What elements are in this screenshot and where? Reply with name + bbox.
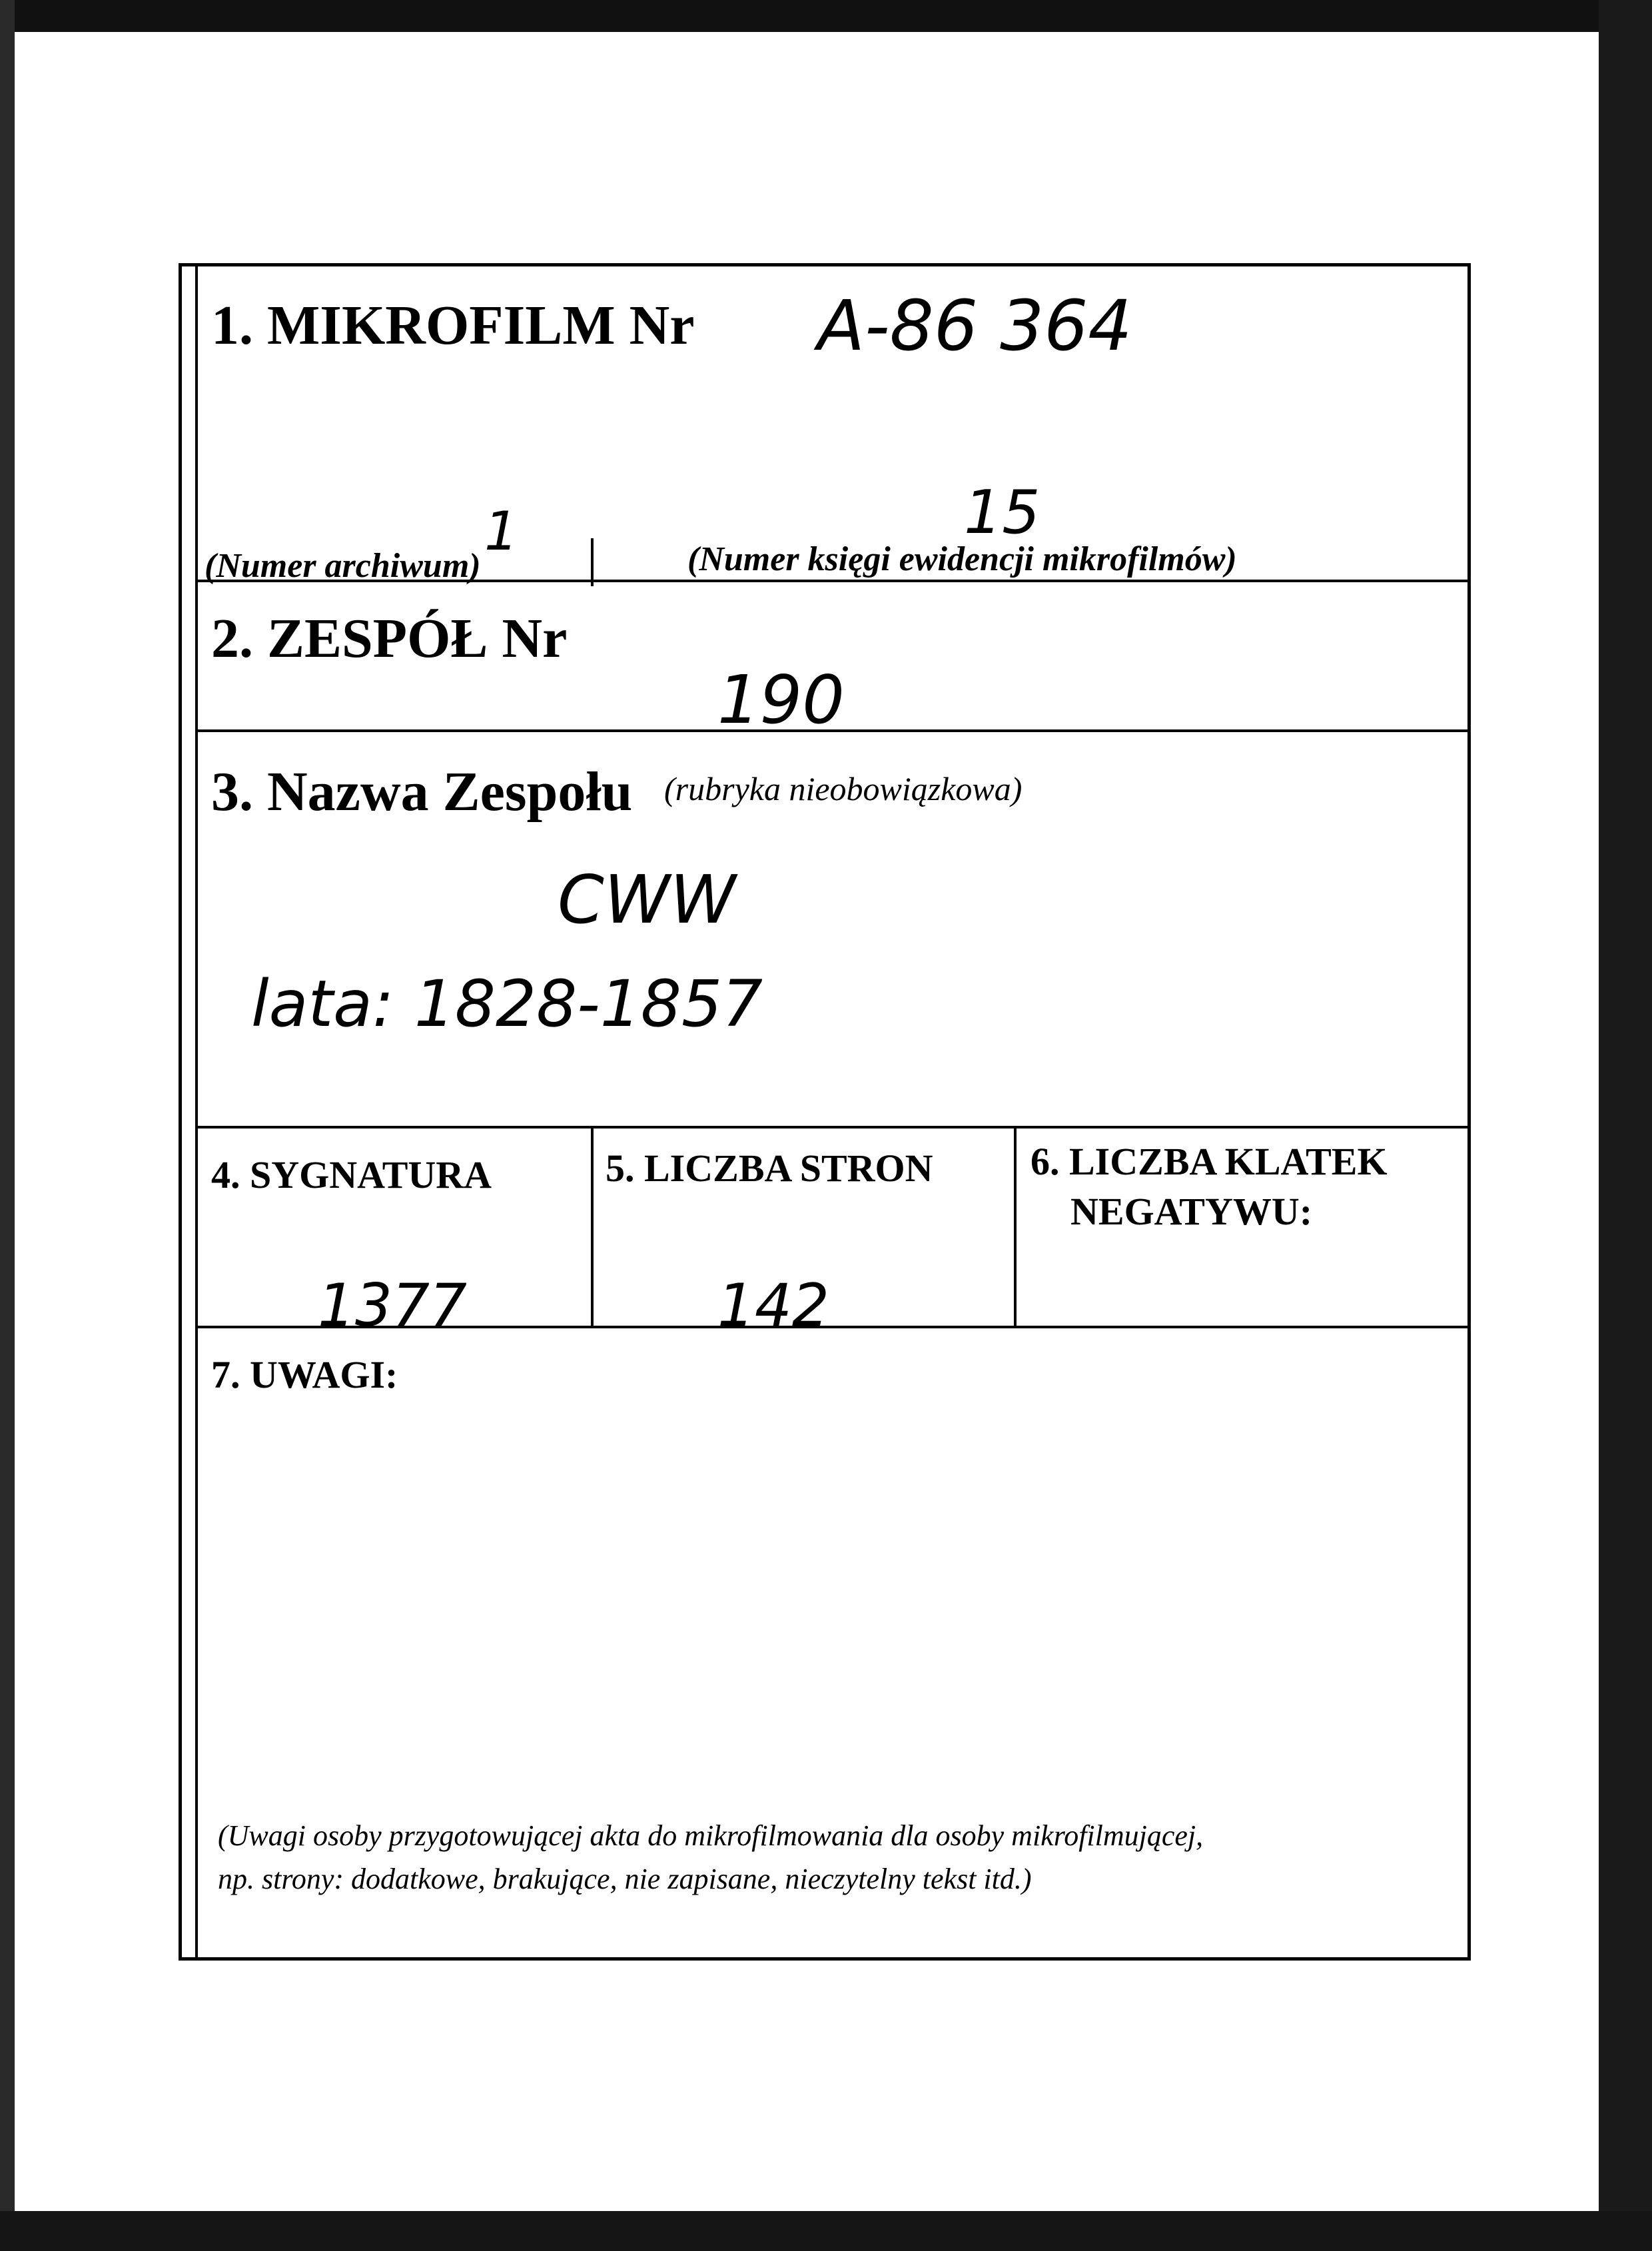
divider-3 xyxy=(198,1126,1467,1128)
scan-border-right xyxy=(1599,0,1652,2251)
divider-4 xyxy=(198,1326,1467,1328)
section4-label: 4. SYGNATURA xyxy=(211,1153,492,1196)
section6-label-line1: 6. LICZBA KLATEK xyxy=(1031,1140,1388,1183)
section3-label: 3. Nazwa Zespołu xyxy=(211,761,633,823)
divider-1 xyxy=(198,580,1467,582)
section5-label: 5. LICZBA STRON xyxy=(606,1146,933,1190)
signature-number-handwritten xyxy=(318,1266,491,1346)
card-inner-frame xyxy=(195,266,1467,1957)
svg-text:lata: 1828-1857: lata: 1828-1857 xyxy=(251,967,763,1041)
svg-text:1377: 1377 xyxy=(318,1271,467,1340)
microfilm-number-handwritten xyxy=(817,273,1297,373)
svg-text:1: 1 xyxy=(484,500,518,562)
fond-number-handwritten xyxy=(717,653,891,746)
svg-text:15: 15 xyxy=(964,478,1040,548)
section2-label: 2. ZESPÓŁ Nr xyxy=(211,608,568,670)
svg-text:190: 190 xyxy=(717,661,845,739)
section7-label: 7. UWAGI: xyxy=(211,1353,398,1396)
section3-hint: (rubryka nieobowiązkowa) xyxy=(664,770,1023,807)
column-divider-1 xyxy=(591,1126,594,1326)
svg-text:CWW: CWW xyxy=(558,861,736,939)
divider-2 xyxy=(198,729,1467,732)
fond-name-handwritten xyxy=(558,853,771,946)
archive-number-caption: (Numer archiwum) xyxy=(205,547,481,585)
page-count-handwritten xyxy=(717,1266,877,1346)
column-divider-2 xyxy=(1014,1126,1017,1326)
scan-border-top xyxy=(0,0,1652,32)
microfilm-card xyxy=(179,263,1471,1961)
svg-text:A-86 364: A-86 364 xyxy=(817,285,1132,366)
scan-border-left xyxy=(0,0,15,2251)
section6-label-line2: NEGATYWU: xyxy=(1070,1190,1313,1233)
years-handwritten xyxy=(251,953,851,1053)
section7-note-line1: (Uwagi osoby przygotowującej akta do mikrofilmowania dla osoby mikrofilmującej, xyxy=(218,1819,1204,1852)
scan-border-bottom xyxy=(0,2211,1652,2251)
register-number-caption: (Numer księgi ewidencji mikrofilmów) xyxy=(687,540,1237,578)
archive-number-handwritten xyxy=(484,496,538,563)
section1-label: 1. MIKROFILM Nr xyxy=(211,294,695,356)
svg-text:142: 142 xyxy=(717,1271,829,1340)
section7-note-line2: np. strony: dodatkowe, brakujące, nie zapisane, nieczytelny tekst itd.) xyxy=(218,1863,1032,1895)
